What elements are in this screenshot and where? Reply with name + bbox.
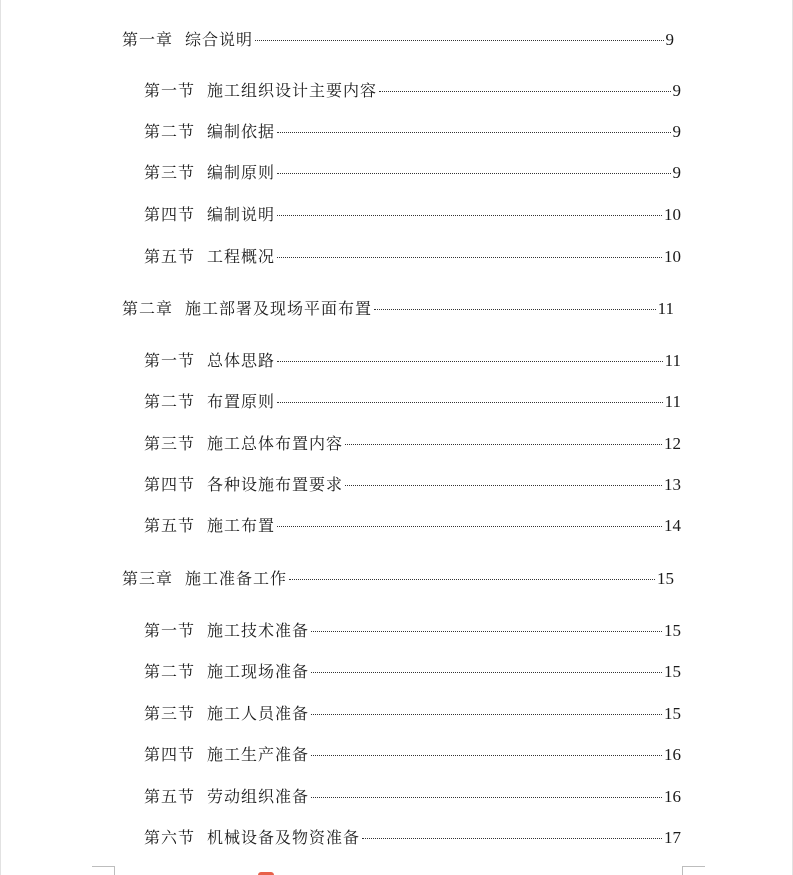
toc-section-3-3[interactable] [144, 704, 681, 724]
toc-section-3-5[interactable] [144, 787, 681, 807]
toc-title: 各种设施布置要求 [207, 475, 344, 494]
toc-leader-dots [311, 631, 662, 632]
toc-section-1-3[interactable] [144, 163, 681, 183]
toc-title: 工程概况 [207, 247, 276, 266]
toc-leader-dots [311, 797, 662, 798]
toc-number: 第五节 [144, 247, 196, 266]
toc-leader-dots [311, 672, 662, 673]
toc-page-number: 15 [664, 621, 681, 640]
toc-section-1-5[interactable] [144, 247, 681, 267]
toc-title: 编制说明 [207, 205, 276, 224]
toc-title: 施工部署及现场平面布置 [185, 299, 373, 318]
toc-title: 综合说明 [185, 30, 254, 49]
toc-page-number: 12 [664, 434, 681, 453]
toc-number: 第三章 [122, 569, 174, 588]
toc-section-2-5[interactable] [144, 516, 681, 536]
toc-number: 第一节 [144, 81, 196, 100]
toc-section-1-4[interactable] [144, 205, 681, 225]
toc-section-3-6[interactable] [144, 828, 681, 848]
toc-title: 施工技术准备 [207, 621, 310, 640]
toc-leader-dots [277, 215, 662, 216]
toc-title: 劳动组织准备 [207, 787, 310, 806]
toc-number: 第二章 [122, 299, 174, 318]
toc-leader-dots [277, 402, 663, 403]
toc-leader-dots [277, 132, 670, 133]
toc-section-1-1[interactable] [144, 81, 681, 101]
toc-chapter-3[interactable] [122, 569, 674, 589]
toc-page-number: 9 [672, 122, 681, 141]
toc-leader-dots [345, 485, 662, 486]
toc-number: 第一节 [144, 351, 196, 370]
toc-leader-dots [277, 526, 662, 527]
toc-page-number: 16 [664, 787, 681, 806]
toc-leader-dots [379, 91, 670, 92]
toc-title: 施工总体布置内容 [207, 434, 344, 453]
toc-leader-dots [311, 755, 662, 756]
toc-leader-dots [277, 257, 662, 258]
toc-page-number: 16 [664, 745, 681, 764]
toc-number: 第三节 [144, 704, 196, 723]
toc-page-number: 10 [664, 247, 681, 266]
toc-number: 第一节 [144, 621, 196, 640]
toc-chapter-2[interactable] [122, 299, 674, 319]
toc-page-number: 9 [665, 30, 674, 49]
toc-title: 施工布置 [207, 516, 276, 535]
toc-leader-dots [311, 714, 662, 715]
toc-title: 布置原则 [207, 392, 276, 411]
toc-leader-dots [277, 361, 663, 362]
toc-number: 第二节 [144, 662, 196, 681]
toc-number: 第四节 [144, 745, 196, 764]
toc-section-3-2[interactable] [144, 662, 681, 682]
toc-number: 第五节 [144, 787, 196, 806]
toc-leader-dots [255, 40, 663, 41]
toc-page-number: 9 [672, 81, 681, 100]
toc-chapter-1[interactable] [122, 30, 674, 50]
toc-page-number: 13 [664, 475, 681, 494]
toc-page-number: 9 [672, 163, 681, 182]
page-corner-mark-left [92, 866, 115, 875]
toc-page-number: 14 [664, 516, 681, 535]
toc-title: 编制原则 [207, 163, 276, 182]
toc-title: 施工人员准备 [207, 704, 310, 723]
toc-page-number: 11 [664, 392, 681, 411]
page-edge-left [0, 0, 1, 875]
toc-section-2-1[interactable] [144, 351, 681, 371]
toc-number: 第二节 [144, 392, 196, 411]
toc-title: 总体思路 [207, 351, 276, 370]
toc-leader-dots [362, 838, 662, 839]
toc-page-number: 15 [664, 662, 681, 681]
toc-number: 第三节 [144, 434, 196, 453]
toc-number: 第五节 [144, 516, 196, 535]
toc-page-number: 17 [664, 828, 681, 847]
toc-page-number: 10 [664, 205, 681, 224]
toc-page-number: 11 [657, 299, 674, 318]
toc-section-2-4[interactable] [144, 475, 681, 495]
toc-title: 编制依据 [207, 122, 276, 141]
toc-leader-dots [289, 579, 655, 580]
toc-title: 施工现场准备 [207, 662, 310, 681]
toc-section-3-1[interactable] [144, 621, 681, 641]
toc-title: 施工准备工作 [185, 569, 288, 588]
toc-number: 第六节 [144, 828, 196, 847]
toc-leader-dots [345, 444, 662, 445]
toc-number: 第三节 [144, 163, 196, 182]
toc-number: 第四节 [144, 475, 196, 494]
toc-leader-dots [374, 309, 656, 310]
toc-title: 机械设备及物资准备 [207, 828, 361, 847]
toc-section-1-2[interactable] [144, 122, 681, 142]
toc-number: 第一章 [122, 30, 174, 49]
toc-section-2-3[interactable] [144, 434, 681, 454]
toc-page-number: 11 [664, 351, 681, 370]
toc-page-number: 15 [657, 569, 674, 588]
toc-leader-dots [277, 173, 670, 174]
toc-number: 第二节 [144, 122, 196, 141]
toc-page-number: 15 [664, 704, 681, 723]
page-corner-mark-right [682, 866, 705, 875]
toc-section-3-4[interactable] [144, 745, 681, 765]
toc-title: 施工组织设计主要内容 [207, 81, 378, 100]
toc-number: 第四节 [144, 205, 196, 224]
toc-title: 施工生产准备 [207, 745, 310, 764]
toc-section-2-2[interactable] [144, 392, 681, 412]
